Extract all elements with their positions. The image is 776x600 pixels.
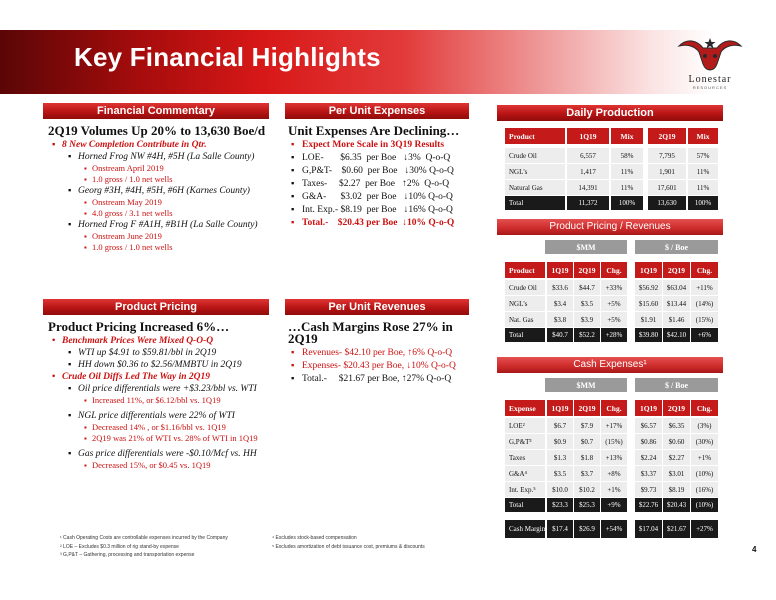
tot-row bbox=[505, 520, 718, 538]
table-cell: $13.44 bbox=[663, 296, 690, 312]
well-name: ▪ Horned Frog NW #4H, #5H (La Salle County) bbox=[48, 151, 276, 163]
table-cell: $56.92 bbox=[635, 280, 662, 296]
table-cell: 11% bbox=[688, 164, 718, 180]
pricing-group-title: • Crude Oil Diffs Led The Way in 2Q19 bbox=[48, 371, 278, 383]
table-cell: Natural Gas bbox=[505, 180, 565, 196]
table-cell: (3%) bbox=[691, 418, 718, 434]
table-cell: +27% bbox=[691, 520, 718, 538]
table-cell: Product bbox=[505, 262, 545, 278]
table-cell: $33.6 bbox=[547, 280, 573, 296]
table-cell: +5% bbox=[601, 296, 627, 312]
well-detail: ▪ 4.0 gross / 3.1 net wells bbox=[48, 208, 276, 219]
table-cell: 2Q19 bbox=[574, 262, 600, 278]
unit-expense-line: ▪ Int. Exp.- $8.19 per Boe ↓16% Q-o-Q bbox=[288, 204, 478, 217]
unit-expenses bbox=[288, 125, 478, 230]
unit-expenses-heading: Unit Expenses Are Declining… bbox=[288, 123, 460, 138]
unit-expenses-subheading: ▪ Expect More Scale in 3Q19 Results bbox=[288, 139, 478, 152]
group-header-mm: $MM bbox=[545, 378, 627, 392]
pricing-item: ▪ WTI up $4.91 to $59.81/bbl in 2Q19 bbox=[48, 347, 278, 359]
body-row bbox=[505, 296, 718, 312]
table-cell: Taxes bbox=[505, 450, 545, 466]
table-cell: $1.8 bbox=[574, 450, 600, 466]
body-row bbox=[505, 164, 718, 180]
table-cell: (16%) bbox=[691, 482, 718, 498]
table-cell: $2.24 bbox=[635, 450, 662, 466]
well-detail: ▪ 1.0 gross / 1.0 net wells bbox=[48, 174, 276, 185]
body-row bbox=[505, 180, 718, 196]
table-cell: $3.5 bbox=[547, 466, 573, 482]
table-cell: $3.7 bbox=[574, 466, 600, 482]
unit-expense-line: ▪ G&A- $3.02 per Boe ↓10% Q-o-Q bbox=[288, 191, 478, 204]
table-cell: Chg. bbox=[691, 400, 718, 416]
table-cell: Chg. bbox=[601, 400, 627, 416]
per-unit-expenses-bar: Per Unit Expenses bbox=[285, 103, 469, 119]
well-detail: ▪ Onstream June 2019 bbox=[48, 231, 276, 242]
table-cell: Chg. bbox=[691, 262, 718, 278]
table-cell: $23.3 bbox=[547, 498, 573, 512]
hdr-row bbox=[505, 262, 718, 278]
product-pricing-bar: Product Pricing bbox=[43, 299, 269, 315]
table-cell: Mix bbox=[611, 128, 643, 144]
table-cell: 2Q19 bbox=[663, 400, 690, 416]
table-cell: $52.2 bbox=[574, 328, 600, 342]
unit-expense-line: ▪ Taxes- $2.27 per Boe ↑2% Q-o-Q bbox=[288, 178, 478, 191]
table-cell: $3.5 bbox=[574, 296, 600, 312]
product-pricing-revenues-bar: Product Pricing / Revenues bbox=[497, 219, 723, 235]
table-cell: 1Q19 bbox=[635, 262, 662, 278]
expenses-line: ▪ Expenses- $20.43 per Boe, ↓10% Q-o-Q bbox=[288, 360, 478, 373]
table-cell: $17.04 bbox=[635, 520, 662, 538]
daily-production-table bbox=[505, 128, 718, 210]
table-cell: +8% bbox=[601, 466, 627, 482]
table-cell: $3.37 bbox=[635, 466, 662, 482]
table-cell: LOE² bbox=[505, 418, 545, 434]
logo-name: Lonestar bbox=[688, 74, 732, 85]
table-cell: $8.19 bbox=[663, 482, 690, 498]
table-cell: Expense bbox=[505, 400, 545, 416]
table-cell: $22.76 bbox=[635, 498, 662, 512]
body-row bbox=[505, 482, 718, 498]
pricing-item: ▪ HH down $0.36 to $2.56/MMBTU in 2Q19 bbox=[48, 359, 278, 371]
group-header-boe: $ / Boe bbox=[635, 378, 718, 392]
revenues-line: ▪ Revenues- $42.10 per Boe, ↑6% Q-o-Q bbox=[288, 347, 478, 360]
table-cell: $1.3 bbox=[547, 450, 573, 466]
body-row bbox=[505, 450, 718, 466]
table-cell: $44.7 bbox=[574, 280, 600, 296]
table-cell: $0.9 bbox=[547, 434, 573, 450]
table-cell: 1Q19 bbox=[547, 262, 573, 278]
unit-expense-line: ▪ G,P&T- $0.60 per Boe ↓30% Q-o-Q bbox=[288, 165, 478, 178]
table-cell: 100% bbox=[611, 196, 643, 210]
table-cell: +9% bbox=[601, 498, 627, 512]
table-cell: (30%) bbox=[691, 434, 718, 450]
table-cell: Total bbox=[505, 196, 565, 210]
tot-row bbox=[505, 196, 718, 210]
table-cell: 17,601 bbox=[648, 180, 686, 196]
pricing-item: ▪ NGL price differentials were 22% of WTI bbox=[48, 410, 278, 422]
table-cell: $17.4 bbox=[547, 520, 573, 538]
table-cell: $15.60 bbox=[635, 296, 662, 312]
footnote: ⁴ Excludes stock-based compensation bbox=[272, 535, 357, 541]
body-row bbox=[505, 418, 718, 434]
body-row bbox=[505, 312, 718, 328]
commentary-subheading: ▪ 8 New Completion Contribute in Qtr. bbox=[48, 139, 276, 151]
pricing-subitem: ▪ Decreased 15%, or $0.45 vs. 1Q19 bbox=[48, 460, 278, 471]
table-cell: $21.67 bbox=[663, 520, 690, 538]
table-cell: Product bbox=[505, 128, 565, 144]
footnotes-right bbox=[272, 534, 487, 551]
table-cell: 2Q19 bbox=[574, 400, 600, 416]
table-cell: +33% bbox=[601, 280, 627, 296]
table-cell: $63.04 bbox=[663, 280, 690, 296]
table-cell: (10%) bbox=[691, 466, 718, 482]
cash-expenses-table bbox=[505, 378, 718, 560]
table-cell: $0.7 bbox=[574, 434, 600, 450]
table-cell: 13,630 bbox=[648, 196, 686, 210]
pricing-item: ▪ Oil price differentials were +$3.23/bbl vs. WTI bbox=[48, 383, 278, 395]
longhorn-icon bbox=[677, 34, 743, 76]
tot-row bbox=[505, 328, 718, 342]
table-cell: +13% bbox=[601, 450, 627, 466]
table-cell: $42.10 bbox=[663, 328, 690, 342]
per-unit-revenues-bar: Per Unit Revenues bbox=[285, 299, 469, 315]
table-cell: $0.60 bbox=[663, 434, 690, 450]
table-cell: 58% bbox=[611, 148, 643, 164]
pricing-item: ▪ Gas price differentials were -$0.10/Mcf vs. HH bbox=[48, 448, 278, 460]
table-cell: $10.2 bbox=[574, 482, 600, 498]
footnote: ¹ Cash Operating Costs are controllable expenses incurred by the Company bbox=[60, 535, 228, 541]
table-cell: $3.8 bbox=[547, 312, 573, 328]
product-revenues-table bbox=[505, 240, 718, 345]
table-cell: +11% bbox=[691, 280, 718, 296]
body-row bbox=[505, 434, 718, 450]
table-cell: $1.91 bbox=[635, 312, 662, 328]
table-cell: 2Q19 bbox=[663, 262, 690, 278]
footnote: ² LOE – Excludes $0.3 million of rig stand-by expense bbox=[60, 543, 179, 550]
table-cell: $26.9 bbox=[574, 520, 600, 538]
table-cell: 11% bbox=[611, 180, 643, 196]
table-cell: (14%) bbox=[691, 296, 718, 312]
body-row bbox=[505, 466, 718, 482]
product-pricing bbox=[48, 321, 278, 475]
hdr-row bbox=[505, 128, 718, 144]
unit-expense-total: ▪ Total.- $20.43 per Boe ↓10% Q-o-Q bbox=[288, 217, 478, 230]
table-cell: Nat. Gas bbox=[505, 312, 545, 328]
table-cell: +54% bbox=[601, 520, 627, 538]
spacer bbox=[48, 471, 278, 475]
table-cell: Crude Oil bbox=[505, 148, 565, 164]
cash-expenses-bar: Cash Expenses¹ bbox=[497, 357, 723, 373]
table-cell: 11% bbox=[611, 164, 643, 180]
table-cell: Total bbox=[505, 328, 545, 342]
daily-production-bar: Daily Production bbox=[497, 105, 723, 121]
commentary-heading: 2Q19 Volumes Up 20% to 13,630 Boe/d bbox=[48, 123, 266, 138]
well-name: ▪ Georg #3H, #4H, #5H, #6H (Karnes County) bbox=[48, 185, 276, 197]
table-cell: 2Q19 bbox=[648, 128, 686, 144]
table-cell: 1,901 bbox=[648, 164, 686, 180]
tot-row bbox=[505, 498, 718, 512]
table-cell: Total bbox=[505, 498, 545, 512]
group-header-mm: $MM bbox=[545, 240, 627, 254]
pricing-subitem: ▪ Decreased 14% , or $1.16/bbl vs. 1Q19 bbox=[48, 422, 278, 433]
well-name: ▪ Horned Frog F #A1H, #B1H (La Salle County) bbox=[48, 219, 276, 231]
table-cell: $0.86 bbox=[635, 434, 662, 450]
table-cell: $6.35 bbox=[663, 418, 690, 434]
table-cell: (15%) bbox=[601, 434, 627, 450]
table-cell: 57% bbox=[688, 148, 718, 164]
pricing-group-title: • Benchmark Prices Were Mixed Q-O-Q bbox=[48, 335, 278, 347]
table-cell: $39.80 bbox=[635, 328, 662, 342]
table-cell: $3.01 bbox=[663, 466, 690, 482]
hdr-row bbox=[505, 400, 718, 416]
table-cell: NGL's bbox=[505, 164, 565, 180]
table-cell: 6,557 bbox=[567, 148, 609, 164]
page-title: Key Financial Highlights bbox=[74, 42, 381, 72]
pricing-list bbox=[48, 335, 278, 475]
table-cell: G,P&T³ bbox=[505, 434, 545, 450]
table-cell: 1Q19 bbox=[635, 400, 662, 416]
footnote: ⁵ Excludes amortization of debt issuance cost, premiums & discounts bbox=[272, 543, 425, 550]
footnotes-left bbox=[60, 534, 280, 560]
table-cell: 1Q19 bbox=[567, 128, 609, 144]
table-cell: 11,372 bbox=[567, 196, 609, 210]
table-cell: 100% bbox=[688, 196, 718, 210]
table-cell: 1,417 bbox=[567, 164, 609, 180]
table-cell: Crude Oil bbox=[505, 280, 545, 296]
table-cell: +1% bbox=[691, 450, 718, 466]
table-cell: $6.57 bbox=[635, 418, 662, 434]
table-cell: +28% bbox=[601, 328, 627, 342]
well-detail: ▪ 1.0 gross / 1.0 net wells bbox=[48, 242, 276, 253]
financial-commentary-bar: Financial Commentary bbox=[43, 103, 269, 119]
page-number: 4 bbox=[752, 545, 757, 554]
table-cell: $40.7 bbox=[547, 328, 573, 342]
table-cell: $7.9 bbox=[574, 418, 600, 434]
table-cell: $10.0 bbox=[547, 482, 573, 498]
table-cell: 7,795 bbox=[648, 148, 686, 164]
table-cell: $25.3 bbox=[574, 498, 600, 512]
logo-subtitle: RESOURCES bbox=[692, 85, 728, 90]
table-cell: $3.9 bbox=[574, 312, 600, 328]
table-cell: (10%) bbox=[691, 498, 718, 512]
table-cell: $6.7 bbox=[547, 418, 573, 434]
table-cell: (15%) bbox=[691, 312, 718, 328]
body-row bbox=[505, 280, 718, 296]
table-cell: +5% bbox=[601, 312, 627, 328]
table-cell: $1.46 bbox=[663, 312, 690, 328]
body-row bbox=[505, 148, 718, 164]
table-cell: Cash Margin bbox=[505, 520, 545, 538]
table-cell: 11% bbox=[688, 180, 718, 196]
group-header-boe: $ / Boe bbox=[635, 240, 718, 254]
table-cell: 1Q19 bbox=[547, 400, 573, 416]
table-cell: Chg. bbox=[601, 262, 627, 278]
table-cell: NGL's bbox=[505, 296, 545, 312]
pricing-subitem: ▪ 2Q19 was 21% of WTI vs. 28% of WTI in 1Q19 bbox=[48, 433, 278, 444]
table-cell: $2.27 bbox=[663, 450, 690, 466]
per-unit-revenues bbox=[288, 321, 478, 386]
pricing-subitem: ▪ Increased 11%, or $6.12/bbl vs. 1Q19 bbox=[48, 395, 278, 406]
table-cell: +17% bbox=[601, 418, 627, 434]
company-logo bbox=[660, 34, 760, 96]
table-cell: +6% bbox=[691, 328, 718, 342]
revenues-heading: …Cash Margins Rose 27% in 2Q19 bbox=[288, 319, 453, 346]
financial-commentary bbox=[48, 125, 276, 253]
well-detail: ▪ Onstream April 2019 bbox=[48, 163, 276, 174]
table-cell: $3.4 bbox=[547, 296, 573, 312]
table-cell: Int. Exp.⁵ bbox=[505, 482, 545, 498]
table-cell: Mix bbox=[688, 128, 718, 144]
unit-expense-line: ▪ LOE- $6.35 per Boe ↓3% Q-o-Q bbox=[288, 152, 478, 165]
pricing-heading: Product Pricing Increased 6%… bbox=[48, 319, 230, 334]
table-cell: G&A⁴ bbox=[505, 466, 545, 482]
well-detail: ▪ Onstream May 2019 bbox=[48, 197, 276, 208]
table-cell: +1% bbox=[601, 482, 627, 498]
table-cell: $20.43 bbox=[663, 498, 690, 512]
wells-list bbox=[48, 151, 276, 253]
margin-total-line: ▪ Total.- $21.67 per Boe, ↑27% Q-o-Q bbox=[288, 373, 478, 386]
footnote: ³ G,P&T – Gathering, processing and transportation expense bbox=[60, 552, 195, 558]
table-cell: $9.73 bbox=[635, 482, 662, 498]
table-cell: 14,391 bbox=[567, 180, 609, 196]
